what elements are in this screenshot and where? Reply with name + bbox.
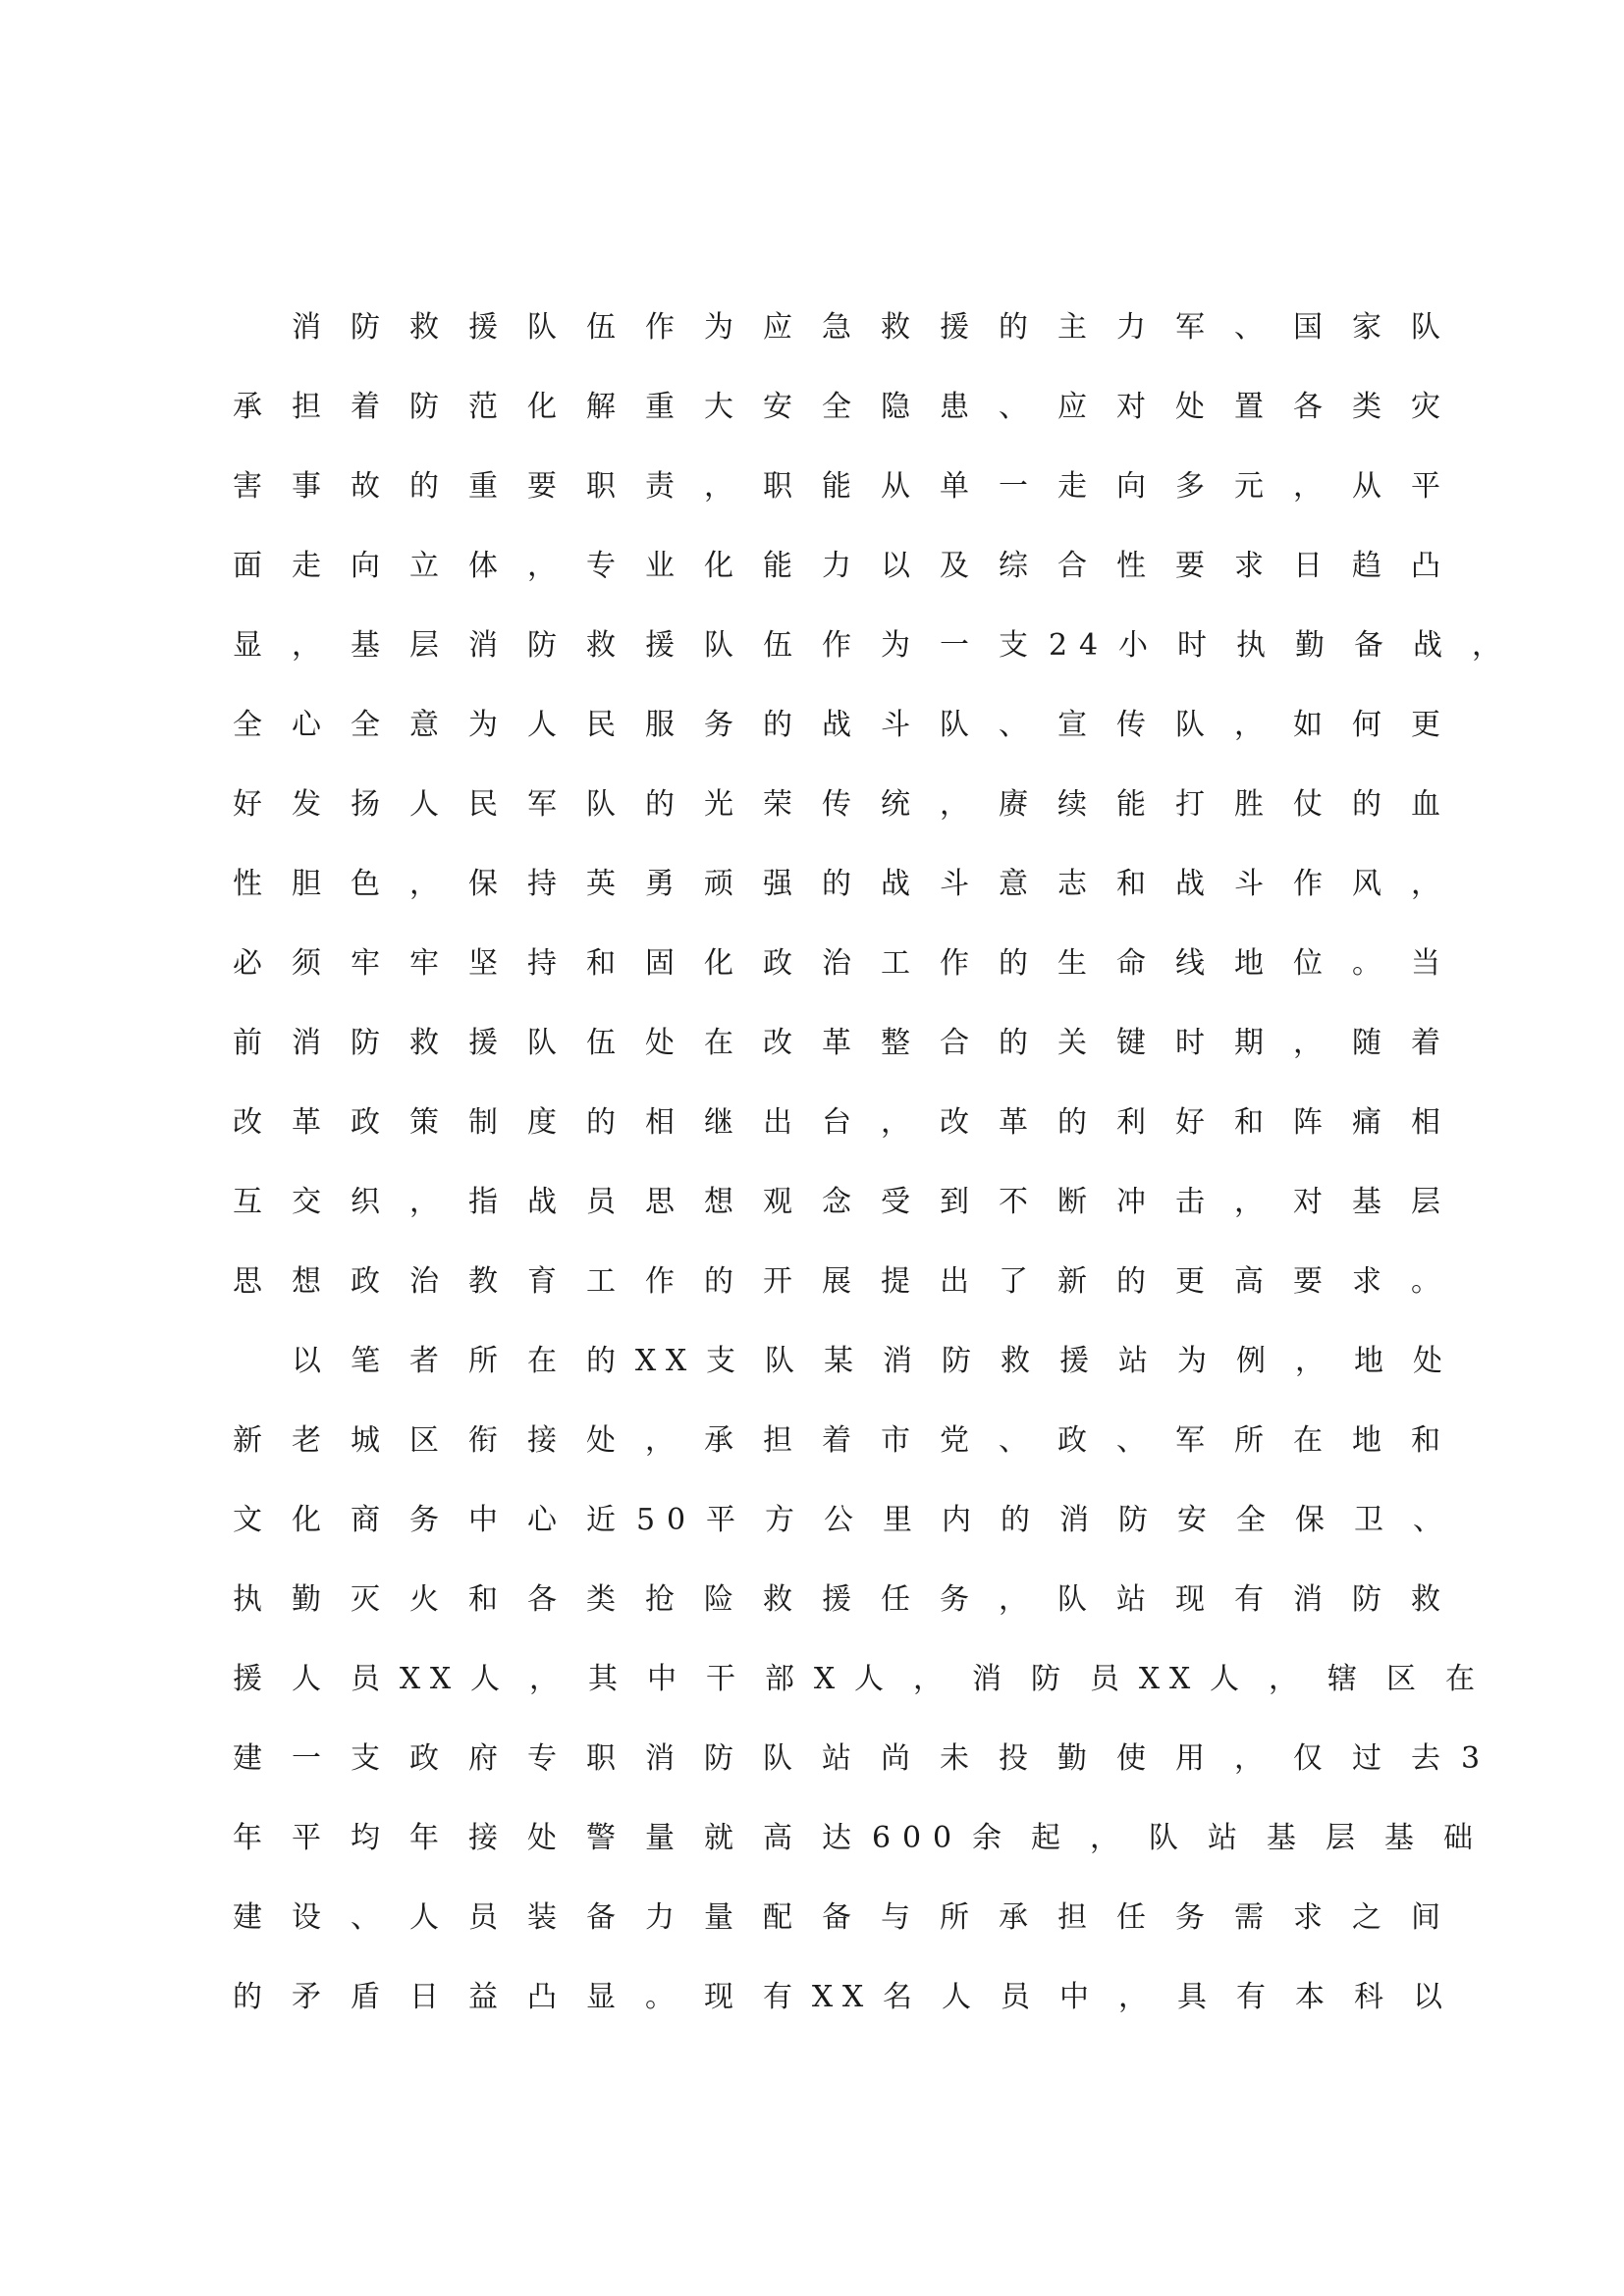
text-line: 援 人 员 X X 人 ， 其 中 干 部 X 人 ， 消 防 员 X X 人 ， 辖 区 在 — [233, 1662, 1475, 1696]
text-line: 年 平 均 年 接 处 警 量 就 高 达 6 0 0 余 起 ， 队 站 基 层 基 础 — [233, 1821, 1473, 1855]
text-line: 执 勤 灭 火 和 各 类 抢 险 救 援 任 务 ， 队 站 现 有 消 防 救 — [233, 1582, 1440, 1617]
text-line: 以 笔 者 所 在 的 X X 支 队 某 消 防 救 援 站 为 例 ， 地 处 — [292, 1344, 1442, 1378]
text-line: 好 发 扬 人 民 军 队 的 光 荣 传 统 ， 赓 续 能 打 胜 仗 的 血 — [233, 787, 1440, 822]
text-line: 改 革 政 策 制 度 的 相 继 出 台 ， 改 革 的 利 好 和 阵 痛 相 — [233, 1105, 1440, 1140]
text-line: 承 担 着 防 范 化 解 重 大 安 全 隐 患 、 应 对 处 置 各 类 灾 — [233, 390, 1440, 424]
text-line: 害 事 故 的 重 要 职 责 ， 职 能 从 单 一 走 向 多 元 ， 从 平 — [233, 469, 1440, 504]
text-line: 性 胆 色 ， 保 持 英 勇 顽 强 的 战 斗 意 志 和 战 斗 作 风 ， — [233, 867, 1440, 901]
text-line: 全 心 全 意 为 人 民 服 务 的 战 斗 队 、 宣 传 队 ， 如 何 更 — [233, 708, 1440, 742]
text-line: 面 走 向 立 体 ， 专 业 化 能 力 以 及 综 合 性 要 求 日 趋 凸 — [233, 549, 1440, 583]
text-line: 互 交 织 ， 指 战 员 思 想 观 念 受 到 不 断 冲 击 ， 对 基 层 — [233, 1185, 1440, 1219]
text-line: 文 化 商 务 中 心 近 5 0 平 方 公 里 内 的 消 防 安 全 保 卫 、 — [233, 1503, 1442, 1537]
text-line: 建 设 、 人 员 装 备 力 量 配 备 与 所 承 担 任 务 需 求 之 间 — [233, 1900, 1440, 1935]
text-line: 的 矛 盾 日 益 凸 显 。 现 有 X X 名 人 员 中 ， 具 有 本 科 以 — [233, 1980, 1442, 2014]
text-line: 新 老 城 区 衔 接 处 ， 承 担 着 市 党 、 政 、 军 所 在 地 和 — [233, 1423, 1440, 1458]
text-line: 消 防 救 援 队 伍 作 为 应 急 救 援 的 主 力 军 、 国 家 队 — [292, 310, 1440, 345]
text-line: 建 一 支 政 府 专 职 消 防 队 站 尚 未 投 勤 使 用 ， 仅 过 去 3 — [233, 1741, 1481, 1776]
text-line: 思 想 政 治 教 育 工 作 的 开 展 提 出 了 新 的 更 高 要 求 。 — [233, 1264, 1440, 1299]
text-line: 显 ， 基 层 消 防 救 援 队 伍 作 为 一 支 2 4 小 时 执 勤 备 战 ， — [233, 628, 1501, 663]
text-line: 必 须 牢 牢 坚 持 和 固 化 政 治 工 作 的 生 命 线 地 位 。 当 — [233, 946, 1440, 981]
text-line: 前 消 防 救 援 队 伍 处 在 改 革 整 合 的 关 键 时 期 ， 随 着 — [233, 1026, 1440, 1060]
